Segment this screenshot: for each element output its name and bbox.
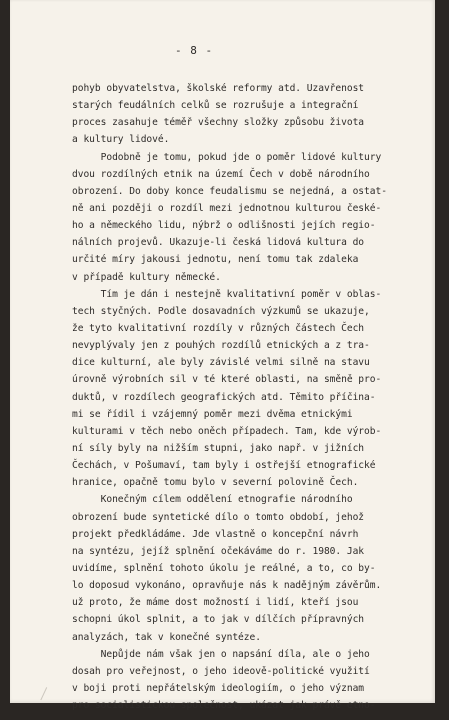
text-line: na syntézu, jejíž splnění očekáváme do r. 1980. Jak (72, 545, 365, 557)
text-line: a kultury lidové. (72, 134, 170, 146)
text-line: dvou rozdílných etnik na území Čech v době národního (72, 168, 370, 180)
text-line: úrovně výrobních sil v té které oblasti, na směně pro- (72, 374, 382, 386)
text-line: pro socialistickou společnost, ukázat jak právě etno- (72, 700, 376, 712)
text-line: nálních projevů. Ukazuje-li česká lidová kultura do (72, 237, 365, 249)
paper-crease-mark (40, 687, 52, 703)
text-line: hranice, opačně tomu bylo v severní polovině Čech. (72, 477, 359, 489)
body-text (72, 80, 402, 714)
text-line: pohyb obyvatelstva, školské reformy atd. Uzavřenost (72, 83, 365, 94)
text-line: Tím je dán i nestejně kvalitativní poměr v oblas- (72, 288, 382, 300)
text-line: mi se řídil i vzájemný poměr mezi dvěma etnickými (72, 408, 353, 420)
text-line: dice kulturní, ale byly závislé velmi silně na stavu (72, 357, 370, 369)
text-line: ně ani později o rozdíl mezi jednotnou kulturou české- (72, 202, 382, 214)
text-line: nevyplývaly jen z pouhých rozdílů etnických a z tra- (72, 340, 370, 352)
text-line: analyzách, tak v konečné syntéze. (72, 631, 261, 643)
text-line: obrození. Do doby konce feudalismu se nejedná, a ostat- (72, 185, 387, 197)
text-line: už proto, že máme dost možností i lidí, kteří jsou (72, 597, 359, 609)
text-line: Nepůjde nám však jen o napsání díla, ale o jeho (72, 648, 370, 660)
text-line: v boji proti nepřátelským ideologiím, o jeho význam (72, 682, 365, 694)
text-line: kulturami v těch nebo oněch případech. Tam, kde výrob- (72, 425, 382, 437)
text-line: Čechách, v Pošumaví, tam byly i ostřejší etnografické (72, 460, 376, 472)
text-line: ho a německého lidu, nýbrž o odlišnosti jejích regio- (72, 220, 376, 232)
text-line: ní síly byly na nižším stupni, jako např. v jižních (72, 442, 365, 454)
paper-sheet (10, 0, 435, 712)
text-line: duktů, v rozdílech geografických atd. Těmito příčina- (72, 391, 376, 403)
text-line: obrození bude syntetické dílo o tomto období, jehož (72, 511, 365, 523)
text-line: dosah pro veřejnost, o jeho ideově-politické využití (72, 665, 370, 677)
text-line: určité míry jakousi jednotu, není tomu tak zdaleka (72, 254, 359, 266)
text-line: v případě kultury německé. (72, 271, 221, 283)
text-line: Konečným cílem oddělení etnografie národního (72, 494, 353, 506)
text-line: schopni úkol splnit, a to jak v dílčích přípravných (72, 614, 365, 626)
text-line: starých feudálních celků se rozrušuje a integrační (72, 100, 359, 112)
text-line: že tyto kvalitativní rozdíly v různých částech Čech (72, 322, 365, 334)
text-line: proces zasahuje téměř všechny složky způsobu života (72, 117, 365, 129)
text-line: uvidíme, splnění tohoto úkolu je reálné, a to, co by- (72, 562, 376, 574)
text-line: projekt předkládáme. Jde vlastně o koncepční návrh (72, 528, 359, 540)
page-number: - 8 - (175, 44, 214, 57)
text-line: lo doposud vykonáno, opravňuje nás k nadějným závěrům. (72, 580, 382, 592)
text-line: Podobně je tomu, pokud jde o poměr lidové kultury (72, 151, 382, 163)
text-line: tech styčných. Podle dosavadních výzkumů se ukazuje, (72, 305, 370, 317)
